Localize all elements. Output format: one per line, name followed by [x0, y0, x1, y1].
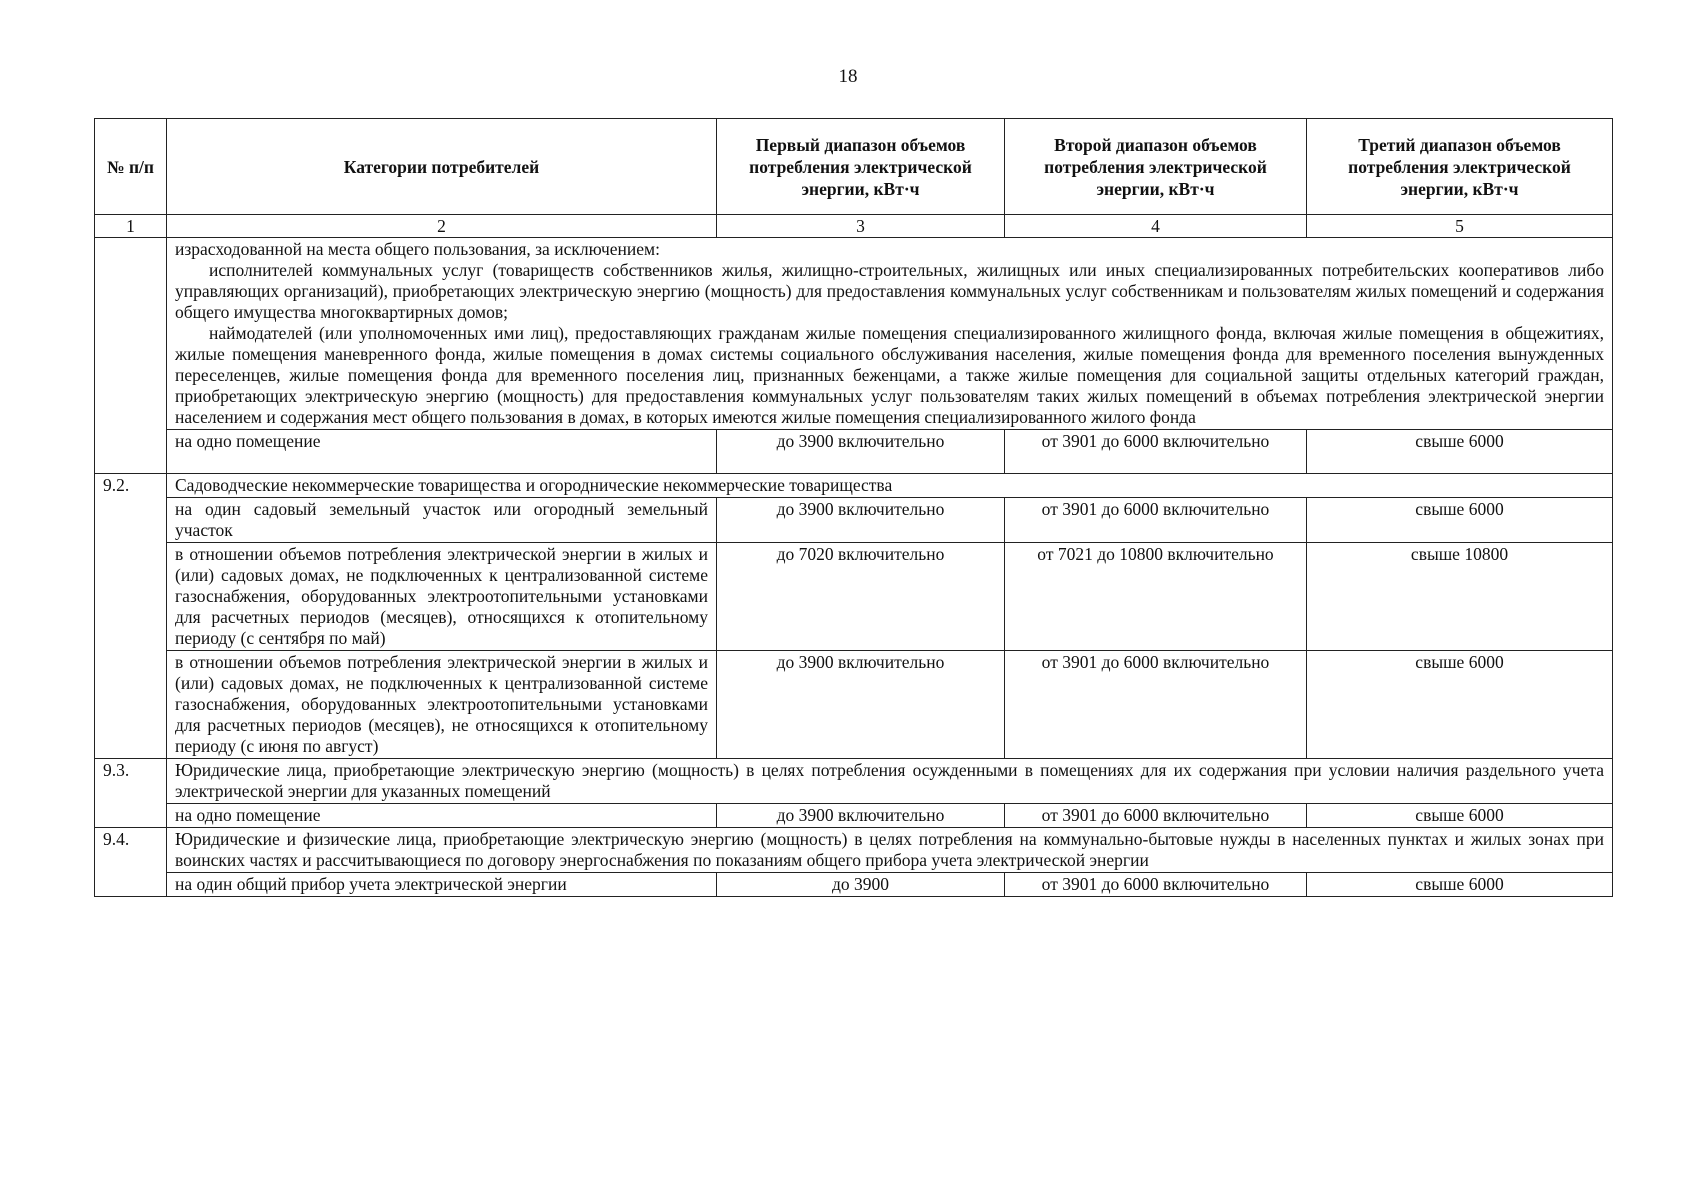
section-title-row — [95, 759, 1613, 804]
continuation-paragraph-2: наймодателей (или уполномоченных ими лиц), предоставляющих гражданам жилые помещения специализированного жилищного фонда, включая жилые помещения в общежитиях, жилые помещения маневренного фонда, жилые помещения в домах системы социального обслуживания населения, жилые помещения фонда для временного поселения вынужденных переселенцев, жилые помещения фонда для временного поселения лиц, признанных беженцами, а также жилые помещения для социальной защиты отдельных категорий граждан, приобретающих электрическую энергию (мощность) для предоставления коммунальных услуг пользователям таких жилых помещений в объемах потребления электрической энергии населением и содержания мест общего пользования в домах, в которых имеются жилые помещения специализированного жилого фонда — [175, 323, 1604, 427]
range-1-value: до 3900 включительно — [717, 651, 1005, 759]
table-row — [95, 430, 1613, 474]
section-number: 9.4. — [95, 828, 167, 897]
table-row — [95, 873, 1613, 897]
section-title: Юридические и физические лица, приобретающие электрическую энергию (мощность) в целях потребления на коммунально-бытовые нужды в населенных пунктах и жилых зонах при воинских частях и рассчитывающиеся по договору энергоснабжения по показаниям общего прибора учета электрической энергии — [167, 828, 1613, 873]
range-3-value: свыше 6000 — [1307, 804, 1613, 828]
range-1-value: до 7020 включительно — [717, 543, 1005, 651]
column-number: 3 — [717, 215, 1005, 238]
range-2-value: от 3901 до 6000 включительно — [1005, 498, 1307, 543]
range-1-value: до 3900 включительно — [717, 498, 1005, 543]
range-2-value: от 7021 до 10800 включительно — [1005, 543, 1307, 651]
continuation-text-cell — [167, 238, 1613, 430]
row-label: в отношении объемов потребления электрической энергии в жилых и (или) садовых домах, не подключенных к централизованной системе газоснабжения, оборудованных электроотопительными установками для расчетных периодов (месяцев), относящихся к отопительному периоду (с сентября по май) — [167, 543, 717, 651]
row-label: в отношении объемов потребления электрической энергии в жилых и (или) садовых домах, не подключенных к централизованной системе газоснабжения, оборудованных электроотопительными установками для расчетных периодов (месяцев), не относящихся к отопительному периоду (с июня по август) — [167, 651, 717, 759]
column-number: 4 — [1005, 215, 1307, 238]
range-2-value: от 3901 до 6000 включительно — [1005, 651, 1307, 759]
row-label: на один общий прибор учета электрической энергии — [167, 873, 717, 897]
header-range-3: Третий диапазон объемов потребления электрической энергии, кВт·ч — [1307, 119, 1613, 215]
continuation-number-cell — [95, 238, 167, 474]
table-row — [95, 543, 1613, 651]
range-1-value: до 3900 включительно — [717, 430, 1005, 474]
section-title: Садоводческие некоммерческие товарищества и огороднические некоммерческие товарищества — [167, 474, 1613, 498]
tariff-table — [94, 118, 1613, 897]
section-number: 9.3. — [95, 759, 167, 828]
row-label: на один садовый земельный участок или огородный земельный участок — [167, 498, 717, 543]
column-number-row — [95, 215, 1613, 238]
range-3-value: свыше 6000 — [1307, 430, 1613, 474]
table-row — [95, 804, 1613, 828]
section-title-row — [95, 474, 1613, 498]
range-1-value: до 3900 — [717, 873, 1005, 897]
table-row — [95, 498, 1613, 543]
section-title: Юридические лица, приобретающие электрическую энергию (мощность) в целях потребления осужденными в помещениях для их содержания при условии наличия раздельного учета электрической энергии для указанных помещений — [167, 759, 1613, 804]
header-category: Категории потребителей — [167, 119, 717, 215]
header-row — [95, 119, 1613, 215]
table-row — [95, 651, 1613, 759]
row-label: на одно помещение — [167, 430, 717, 474]
row-label: на одно помещение — [167, 804, 717, 828]
range-3-value: свыше 10800 — [1307, 543, 1613, 651]
column-number: 5 — [1307, 215, 1613, 238]
column-number: 1 — [95, 215, 167, 238]
header-range-2: Второй диапазон объемов потребления электрической энергии, кВт·ч — [1005, 119, 1307, 215]
range-2-value: от 3901 до 6000 включительно — [1005, 430, 1307, 474]
page-number: 18 — [838, 66, 858, 87]
continuation-paragraph-1: исполнителей коммунальных услуг (товариществ собственников жилья, жилищно-строительных, жилищных или иных специализированных потребительских кооперативов либо управляющих организаций), приобретающих электрическую энергию (мощность) для предоставления коммунальных услуг собственникам и пользователям жилых помещений и содержания общего имущества многоквартирных домов; — [175, 260, 1604, 322]
continuation-text-row — [95, 238, 1613, 430]
section-title-row — [95, 828, 1613, 873]
section-number: 9.2. — [95, 474, 167, 759]
column-number: 2 — [167, 215, 717, 238]
range-3-value: свыше 6000 — [1307, 873, 1613, 897]
range-3-value: свыше 6000 — [1307, 498, 1613, 543]
continuation-line: израсходованной на места общего пользования, за исключением: — [175, 239, 660, 259]
range-2-value: от 3901 до 6000 включительно — [1005, 804, 1307, 828]
header-range-1: Первый диапазон объемов потребления электрической энергии, кВт·ч — [717, 119, 1005, 215]
range-3-value: свыше 6000 — [1307, 651, 1613, 759]
range-2-value: от 3901 до 6000 включительно — [1005, 873, 1307, 897]
range-1-value: до 3900 включительно — [717, 804, 1005, 828]
header-number: № п/п — [95, 119, 167, 215]
